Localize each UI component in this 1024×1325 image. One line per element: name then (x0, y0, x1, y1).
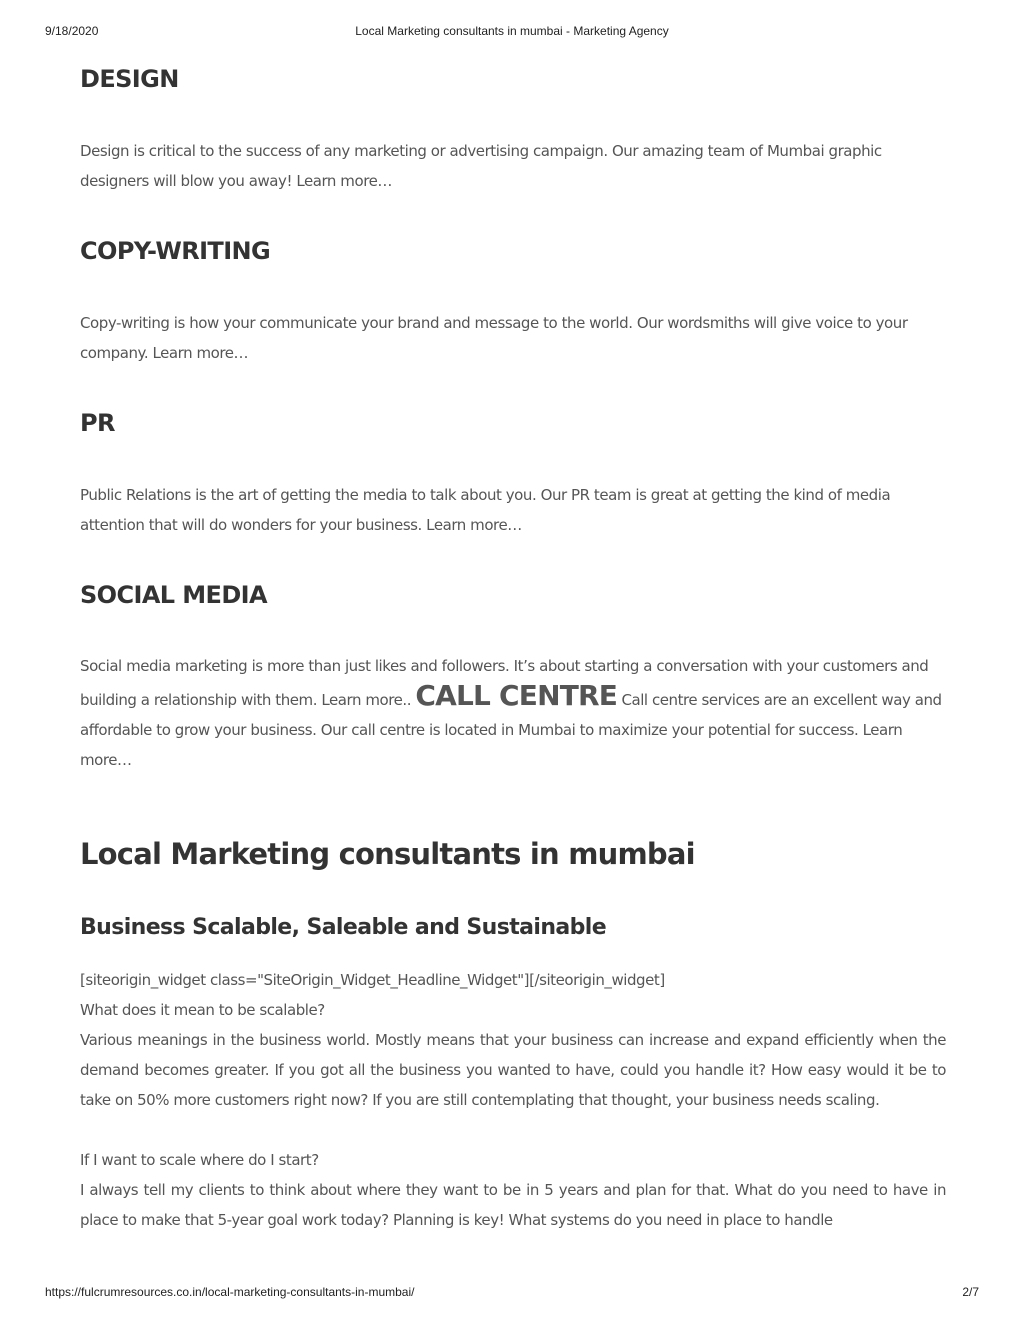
article-body (80, 965, 946, 1235)
call-centre-description: Call centre services are an excellent way and affordable to grow your business. Our call centre is located in Mumbai to maximize your potential for success. Learn more… (80, 691, 942, 769)
social-media-heading: SOCIAL MEDIA (80, 581, 267, 609)
scalable-paragraph: Various meanings in the business world. Mostly means that your business can increase and expand efficiently when the demand becomes greater. If you got all the business you wanted to have, could you handle it? How easy would it be to take on 50% more customers right now? If you are still contemplating that thought, your business needs scaling. (80, 1031, 946, 1109)
pr-heading: PR (80, 409, 115, 437)
scale-start-question: If I want to scale where do I start? (80, 1151, 319, 1169)
print-footer (0, 1285, 1024, 1301)
article-subtitle: Business Scalable, Saleable and Sustainable (80, 915, 607, 940)
social-media-description: Social media marketing is more than just likes and followers. It’s about starting a conversation with your customers and building a relationship with them. Learn more.. (80, 657, 929, 709)
print-header (0, 24, 1024, 40)
print-document-title: Local Marketing consultants in mumbai - Marketing Agency (355, 24, 669, 38)
scale-start-paragraph: I always tell my clients to think about where they want to be in 5 years and plan for that. What do you need to have in place to make that 5-year goal work today? Planning is key! What systems do you need in place to handle (80, 1181, 946, 1229)
call-centre-heading: CALL CENTRE (415, 679, 618, 712)
design-description: Design is critical to the success of any marketing or advertising campaign. Our amazing team of Mumbai graphic designers will blow you away! Learn more… (80, 142, 882, 190)
social-media-and-call-centre-text (80, 651, 946, 775)
design-heading: DESIGN (80, 65, 179, 93)
print-page-number: 2/7 (962, 1285, 979, 1299)
pr-description: Public Relations is the art of getting the media to talk about you. Our PR team is great at getting the kind of media attention that will do wonders for your business. Learn more… (80, 486, 891, 534)
widget-shortcode-text: [siteorigin_widget class="SiteOrigin_Widget_Headline_Widget"][/siteorigin_widget] (80, 971, 665, 989)
page-title: Local Marketing consultants in mumbai (80, 837, 695, 871)
print-page-url: https://fulcrumresources.co.in/local-marketing-consultants-in-mumbai/ (45, 1285, 415, 1299)
copywriting-heading: COPY-WRITING (80, 237, 271, 265)
print-date: 9/18/2020 (45, 24, 99, 38)
paragraph-spacer (80, 1115, 946, 1145)
scalable-question: What does it mean to be scalable? (80, 1001, 325, 1019)
copywriting-description: Copy-writing is how your communicate your brand and message to the world. Our wordsmiths will give voice to your company. Learn more… (80, 314, 908, 362)
